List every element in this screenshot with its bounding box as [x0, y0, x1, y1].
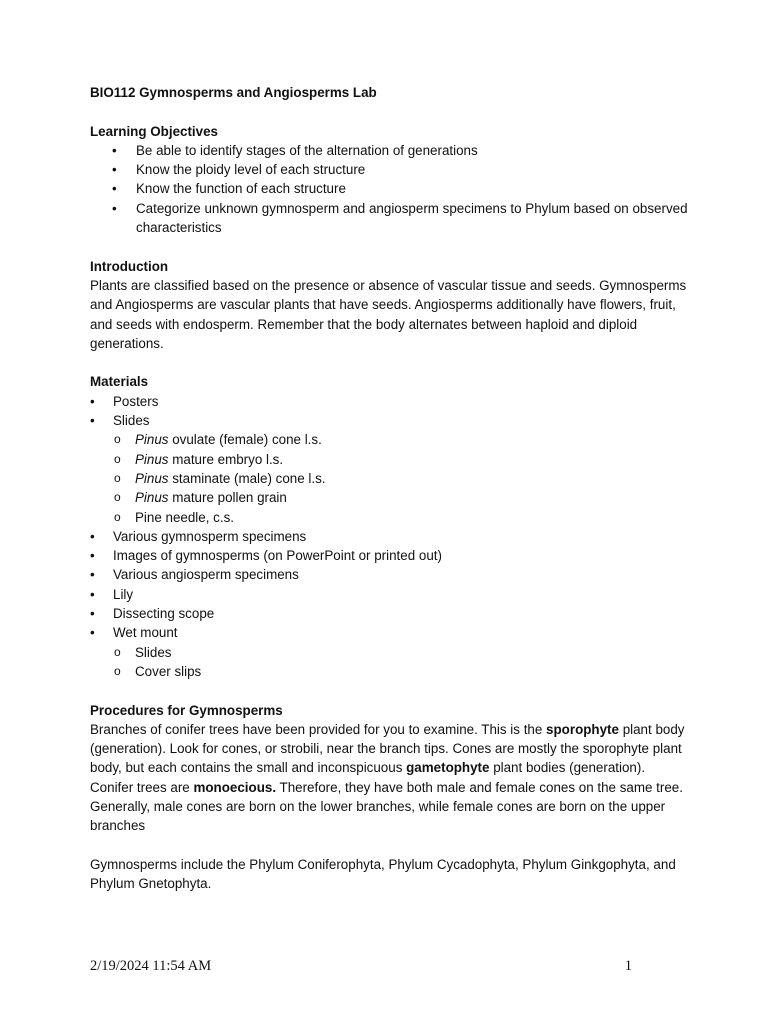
- page-number: 1: [624, 958, 632, 974]
- circle-bullet-icon: o: [114, 509, 121, 524]
- materials-list: [90, 392, 690, 681]
- list-item: • Various angiosperm specimens: [90, 565, 690, 584]
- list-item: • Be able to identify stages of the alternation of generations: [90, 141, 690, 160]
- document-title: BIO112 Gymnosperms and Angiosperms Lab: [90, 85, 377, 100]
- bullet-icon: •: [90, 567, 95, 583]
- bullet-icon: •: [90, 625, 95, 641]
- wet-mount-sublist: [113, 643, 690, 682]
- bullet-icon: •: [112, 162, 117, 178]
- list-item: • Slides o Pinus ovulate (female) cone l.s. o Pinus mature embryo l.s. o Pinus staminate (male) cone l.s. o Pinus mature pollen grain o Pine needle, c.s.: [90, 411, 690, 527]
- list-item: • Posters: [90, 392, 690, 411]
- footer-timestamp: 2/19/2024 11:54 AM: [90, 958, 212, 974]
- slides-sublist: [113, 430, 690, 526]
- list-item: o Cover slips: [90, 662, 690, 681]
- list-item: • Various gymnosperm specimens: [90, 527, 690, 546]
- bullet-icon: •: [90, 528, 95, 544]
- materials-heading: Materials: [90, 374, 149, 390]
- bullet-icon: •: [90, 606, 95, 622]
- list-item: • Dissecting scope: [90, 604, 690, 623]
- list-item: o Pinus staminate (male) cone l.s.: [90, 469, 690, 488]
- objectives-heading: Learning Objectives: [90, 123, 218, 139]
- bullet-icon: •: [112, 142, 117, 158]
- bullet-icon: •: [90, 548, 95, 564]
- bullet-icon: •: [90, 413, 95, 429]
- list-item: • Know the function of each structure: [90, 179, 690, 198]
- circle-bullet-icon: o: [114, 432, 121, 447]
- circle-bullet-icon: o: [114, 490, 121, 505]
- procedures-heading: Procedures for Gymnosperms: [90, 702, 283, 718]
- bullet-icon: •: [112, 181, 117, 197]
- list-item: • Know the ploidy level of each structure: [90, 160, 690, 179]
- circle-bullet-icon: o: [114, 644, 121, 659]
- list-item: o Slides: [90, 643, 690, 662]
- bullet-icon: •: [90, 586, 95, 602]
- list-item: • Lily: [90, 585, 690, 604]
- phyla-paragraph: Gymnosperms include the Phylum Coniferophyta, Phylum Cycadophyta, Phylum Ginkgophyta, and Phylum Gnetophyta.: [90, 856, 676, 892]
- bullet-icon: •: [90, 393, 95, 409]
- list-item: o Pinus mature pollen grain: [90, 488, 690, 507]
- circle-bullet-icon: o: [114, 470, 121, 485]
- list-item: • Wet mount o Slides o Cover slips: [90, 623, 690, 681]
- introduction-heading: Introduction: [90, 258, 169, 274]
- circle-bullet-icon: o: [114, 451, 121, 466]
- list-item: o Pine needle, c.s.: [90, 508, 690, 527]
- procedures-paragraph: Branches of conifer trees have been provided for you to examine. This is the sporophyte plant body (generation). Look for cones, or strobili, near the branch tips. Cones are mostly the sporophyte plant body, but each contains the small and inconspicuous gametophyte plant bodies (generation). Conifer trees are monoecious. Therefore, they have both male and female cones on the same tree. Generally, male cones are born on the lower branches, while female cones are born on the upper branches: [90, 721, 685, 834]
- document-body: [90, 83, 690, 893]
- introduction-text: Plants are classified based on the presence or absence of vascular tissue and seeds. Gymnosperms and Angiosperms are vascular plants that have seeds. Angiosperms additionally have flowers, fruit, and seeds with endosperm. Remember that the body alternates between haploid and diploid generations.: [90, 277, 687, 351]
- bullet-icon: •: [112, 200, 117, 216]
- list-item: • Categorize unknown gymnosperm and angiosperm specimens to Phylum based on observed characteristics: [112, 200, 688, 236]
- list-item: • Images of gymnosperms (on PowerPoint or printed out): [90, 546, 690, 565]
- circle-bullet-icon: o: [114, 663, 121, 678]
- list-item: o Pinus ovulate (female) cone l.s.: [90, 430, 690, 449]
- objectives-list: [90, 141, 690, 237]
- list-item: o Pinus mature embryo l.s.: [90, 450, 690, 469]
